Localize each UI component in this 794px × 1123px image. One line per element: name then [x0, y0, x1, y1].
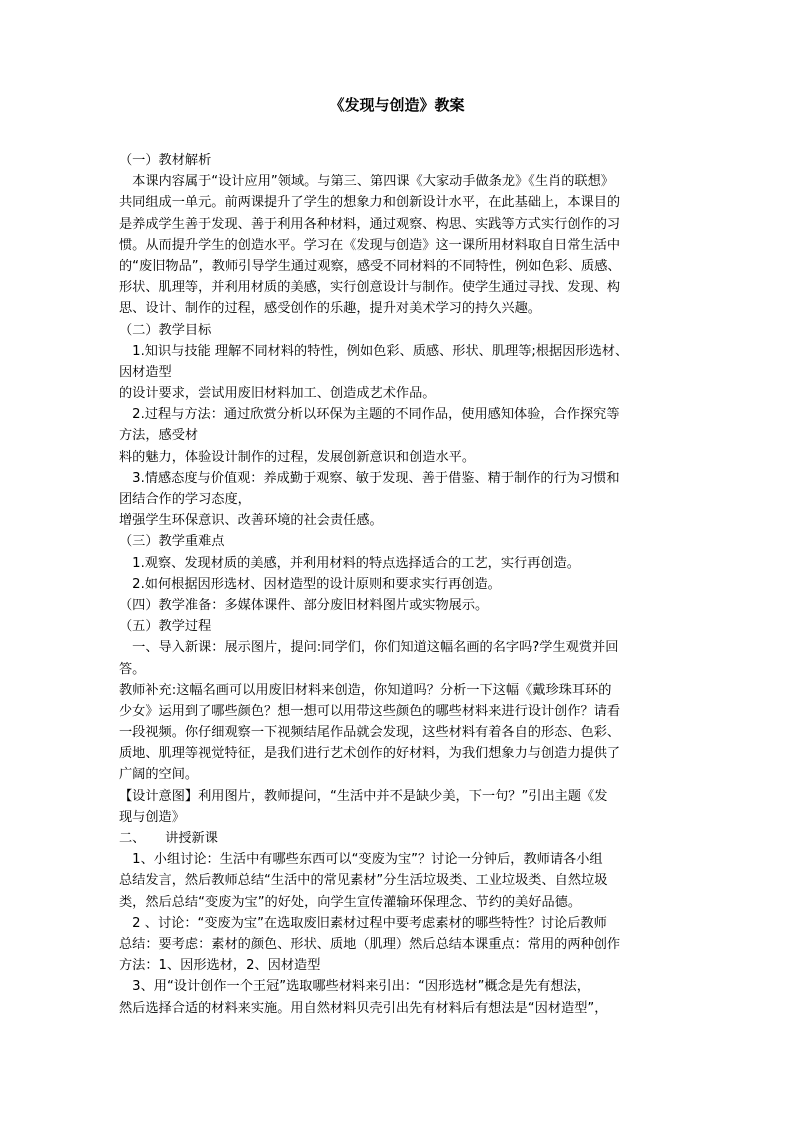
- text-line: 【设计意图】利用图片，教师提问，“生活中并不是缺少美，下一句？”引出主题《发: [119, 788, 608, 804]
- text-line: （二）教学目标: [119, 322, 212, 338]
- text-line: 惯。从而提升学生的创造水平。学习在《发现与创造》这一课所用材料取自日常生活中: [119, 237, 621, 253]
- text-line: 因材造型: [119, 364, 172, 380]
- document-title: 《发现与创造》教案: [329, 96, 465, 114]
- text-line: 质地、肌理等视觉特征，是我们进行艺术创作的好材料，为我们想象力与创造力提供了: [119, 746, 621, 762]
- text-line: 形状、肌理等，并利用材质的美感，实行创意设计与制作。使学生通过寻找、发现、构: [119, 280, 621, 296]
- text-line: （五）教学过程: [119, 619, 212, 635]
- text-line: 一、导入新课：展示图片，提问:同学们，你们知道这幅名画的名字吗?学生观赏并回: [119, 640, 619, 656]
- text-line: 1、小组讨论：生活中有哪些东西可以“变废为宝”？讨论一分钟后，教师请各小组: [119, 852, 603, 868]
- text-line: 教师补充:这幅名画可以用废旧材料来创造，你知道吗？分析一下这幅《戴珍珠耳环的: [119, 682, 612, 698]
- text-line: 方法：1、因形选材，2、因材造型: [119, 958, 321, 974]
- text-line: 二、 讲授新课: [119, 831, 218, 846]
- text-line: 1.观察、发现材质的美感，并利用材料的特点选择适合的工艺，实行再创造。: [119, 555, 580, 571]
- text-line: 总结：要考虑：素材的颜色、形状、质地（肌理）然后总结本课重点：常用的两种创作: [119, 936, 621, 952]
- text-line: 总结发言，然后教师总结“生活中的常见素材”分生活垃圾类、工业垃圾类、自然垃圾: [119, 873, 608, 889]
- text-line: （一）教材解析: [119, 153, 212, 168]
- text-line: 2.过程与方法：通过欣赏分析以环保为主题的不同作品，使用感知体验，合作探究等: [119, 407, 620, 423]
- text-line: 增强学生环保意识、改善环境的社会责任感。: [119, 513, 383, 529]
- document-body: [119, 150, 689, 1019]
- text-line: 广阔的空间。: [119, 767, 199, 783]
- text-line: （四）教学准备：多媒体课件、部分废旧材料图片或实物展示。: [119, 597, 489, 613]
- text-line: 类，然后总结“变废为宝”的好处，向学生宣传灌输环保理念、节约的美好品德。: [119, 894, 582, 910]
- text-line: 2 、讨论：“变废为宝”在选取废旧素材过程中要考虑素材的哪些特性？讨论后教师: [119, 915, 607, 931]
- text-line: 答。: [119, 661, 146, 677]
- text-line: 2.如何根据因形选材、因材造型的设计原则和要求实行再创造。: [119, 576, 501, 592]
- text-line: 的“废旧物品”，教师引导学生通过观察，感受不同材料的不同特性，例如色彩、质感、: [119, 258, 621, 274]
- text-line: 的设计要求，尝试用废旧材料加工、创造成艺术作品。: [119, 386, 436, 402]
- text-line: 1.知识与技能 理解不同材料的特性，例如色彩、质感、形状、肌理等;根据因形选材、: [119, 343, 629, 359]
- text-line: 是养成学生善于发现、善于利用各种材料，通过观察、构思、实践等方式实行创作的习: [119, 216, 621, 232]
- text-line: 本课内容属于“设计应用”领域。与第三、第四课《大家动手做条龙》《生肖的联想》: [119, 174, 614, 190]
- text-line: 一段视频。你仔细观察一下视频结尾作品就会发现，这些材料有着各自的形态、色彩、: [119, 725, 621, 741]
- text-line: 然后选择合适的材料来实施。用自然材料贝壳引出先有材料后有想法是“因材造型”，: [119, 1000, 608, 1016]
- text-line: 现与创造》: [119, 809, 185, 825]
- text-line: 料的魅力，体验设计制作的过程，发展创新意识和创造水平。: [119, 449, 476, 465]
- text-line: 3、用“设计创作一个王冠”选取哪些材料来引出：“因形选材”概念是先有想法，: [119, 979, 590, 995]
- text-line: 思、设计、制作的过程，感受创作的乐趣，提升对美术学习的持久兴趣。: [119, 301, 541, 317]
- text-line: 3.情感态度与价值观：养成勤于观察、敏于发现、善于借鉴、精于制作的行为习惯和: [119, 470, 620, 486]
- text-line: 共同组成一单元。前两课提升了学生的想象力和创新设计水平，在此基础上，本课目的: [119, 195, 621, 211]
- text-line: 方法，感受材: [119, 428, 199, 444]
- text-line: （三）教学重难点: [119, 534, 225, 550]
- text-line: 少女》运用到了哪些颜色？想一想可以用带这些颜色的哪些材料来进行设计创作？请看: [119, 703, 621, 719]
- text-line: 团结合作的学习态度，: [119, 492, 251, 507]
